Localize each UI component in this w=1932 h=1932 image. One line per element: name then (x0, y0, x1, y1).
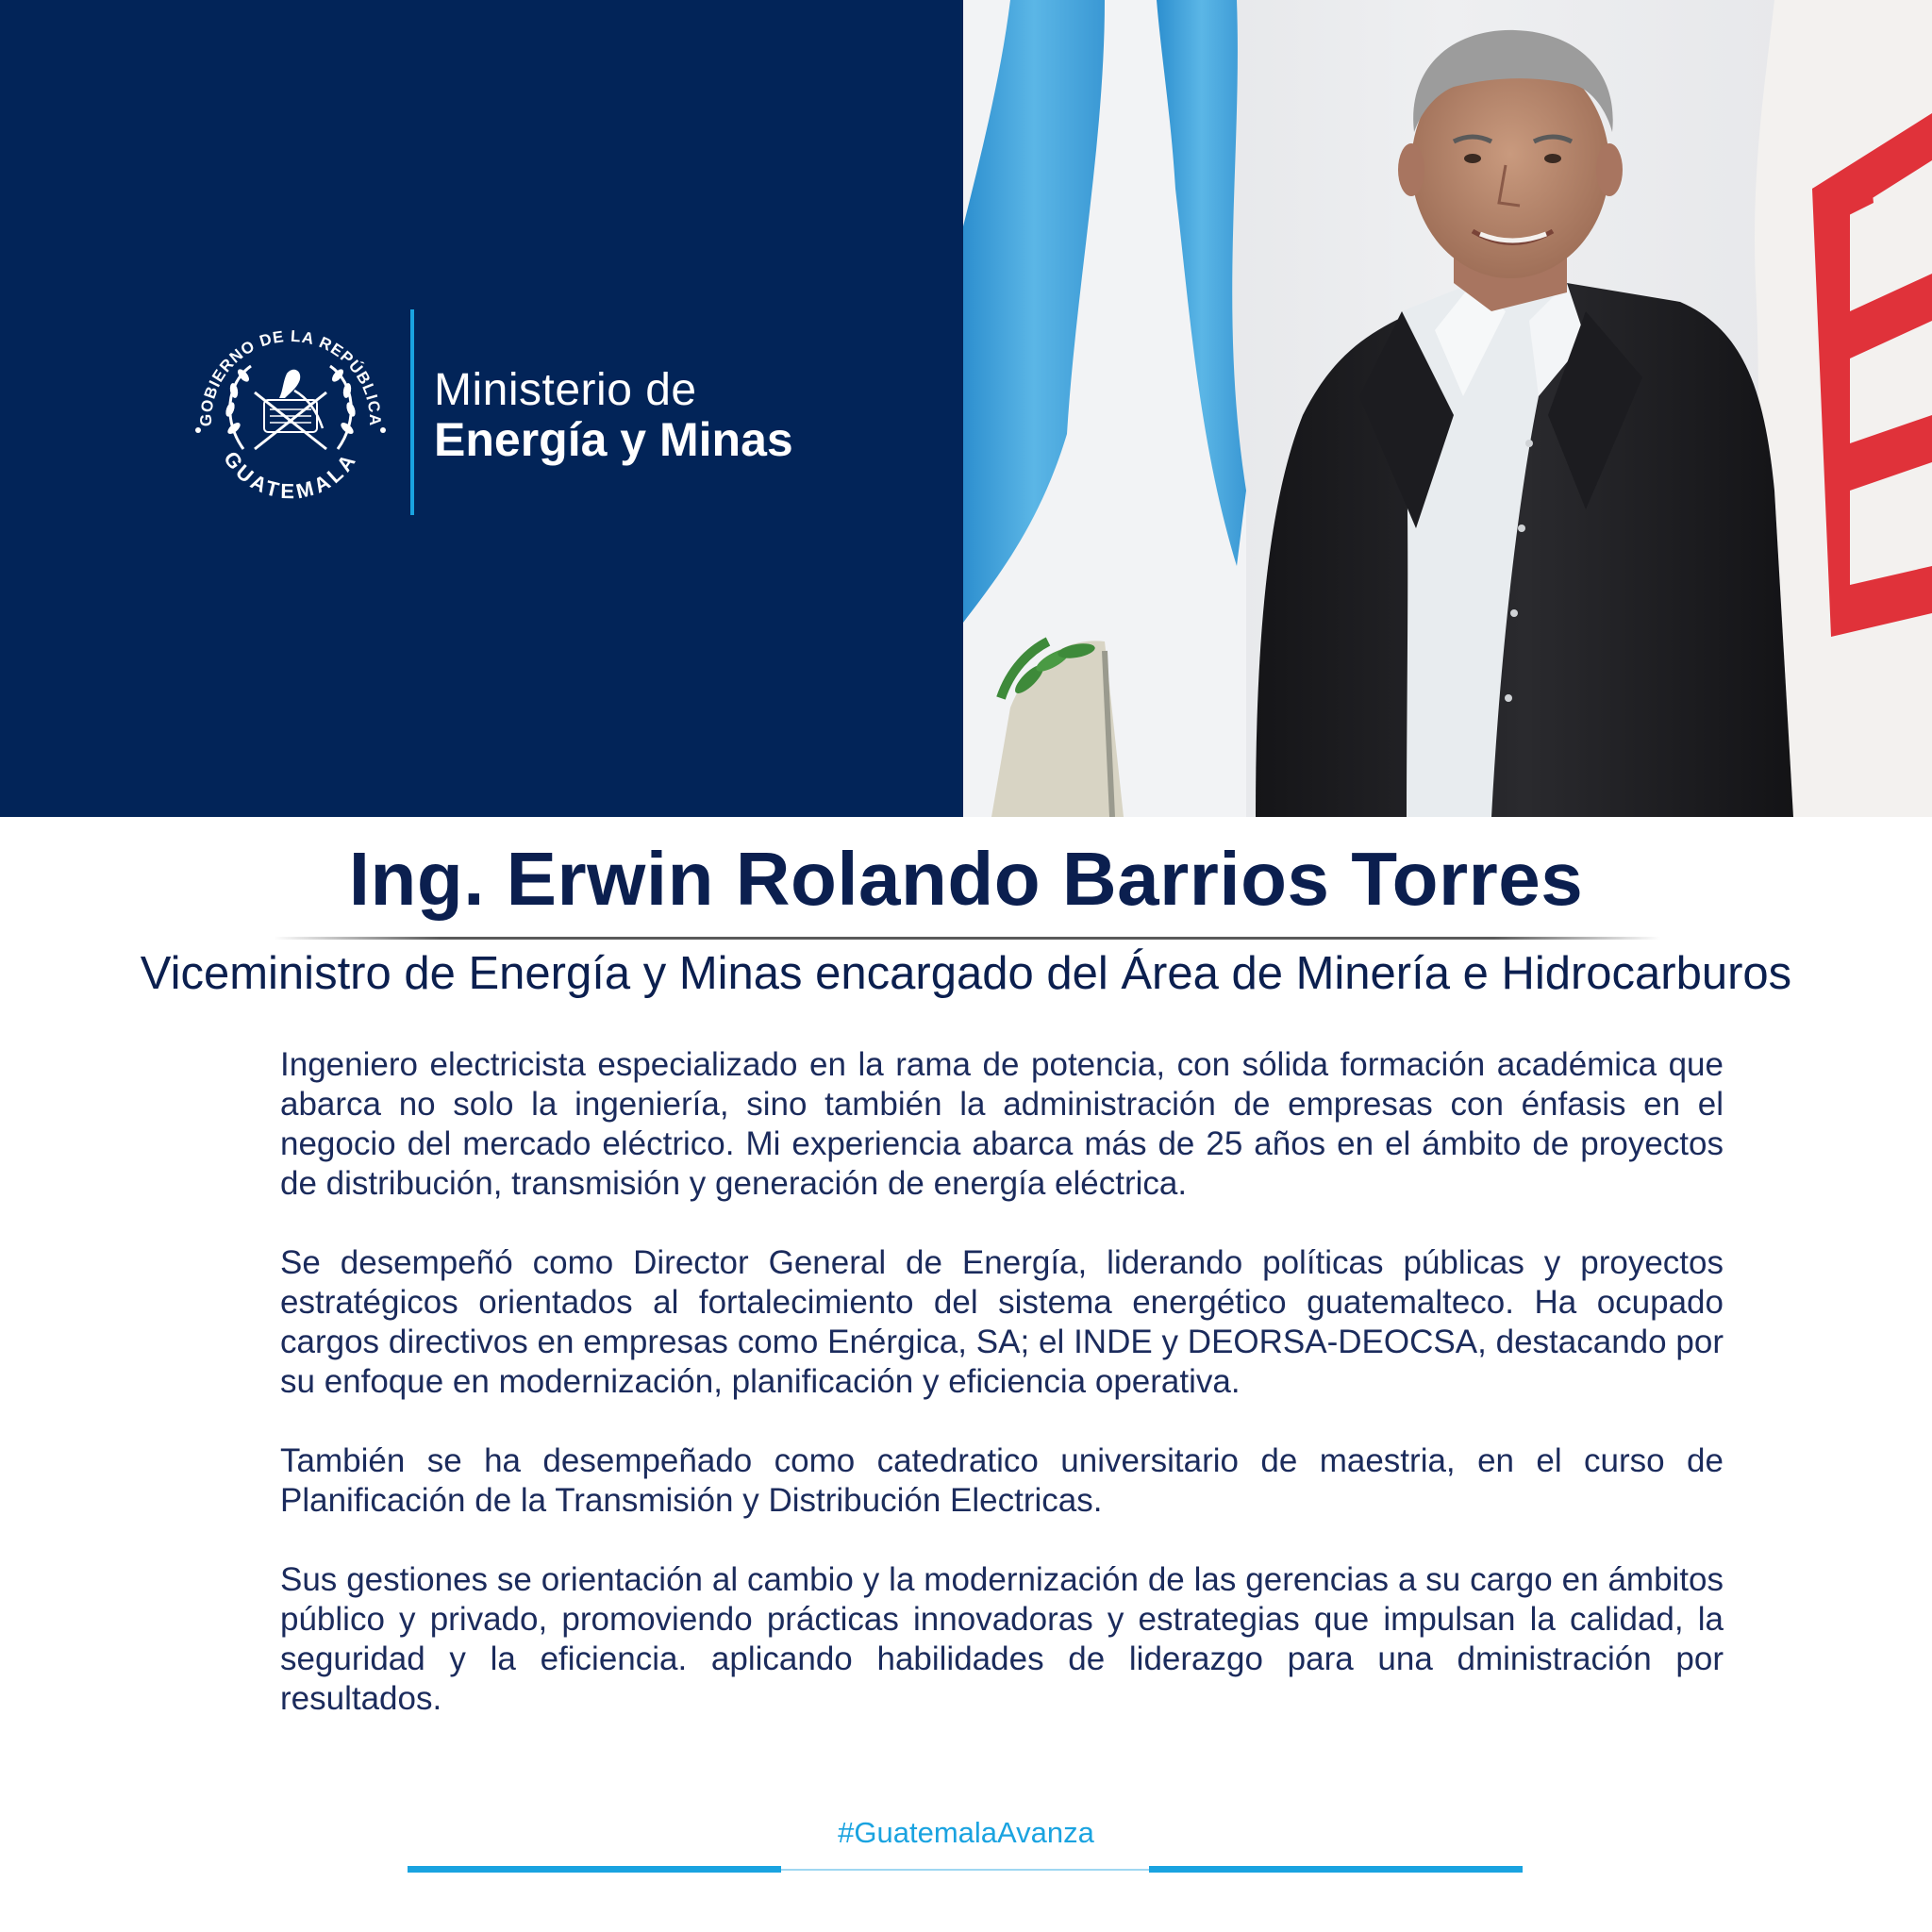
bio-paragraph: Se desempeñó como Director General de Energía, liderando políticas públicas y proyectos estratégicos orientados al fortalecimiento del sistema energético guatemalteco. Ha ocupado cargos directivos en empresas como Enérgica, SA; el INDE y DEORSA-DEOCSA, destacando por su enfoque en modernización, planificación y eficiencia operativa. (280, 1244, 1724, 1400)
bio-paragraph: Sus gestiones se orientación al cambio y la modernización de las gerencias a su cargo en ámbitos público y privado, promoviendo prácticas innovadoras y estrategias que impulsan la calidad, la seguridad y la eficiencia. aplicando habilidades de liderazgo para una dministración por resultados. (280, 1561, 1724, 1717)
seal-top-text: GOBIERNO DE LA REPÚBLICA (196, 326, 385, 427)
ministry-name-line1: Ministerio de (434, 365, 697, 415)
brand-panel (0, 0, 963, 817)
header-banner (0, 0, 1932, 817)
name-underline (274, 937, 1660, 940)
guatemala-seal-icon (185, 308, 396, 519)
logo-divider (410, 309, 414, 515)
bio-paragraph: Ingeniero electricista especializado en la rama de potencia, con sólida formación académica que abarca no solo la ingeniería, sino también la administración de empresas con énfasis en el negocio del mercado eléctrico. Mi experiencia abarca más de 25 años en el ámbito de proyectos de distribución, transmisión y generación de energía eléctrica. (280, 1046, 1724, 1202)
person-role: Viceministro de Energía y Minas encargado del Área de Minería e Hidrocarburos (140, 948, 1792, 999)
footer-bar-right (1149, 1866, 1523, 1873)
person-name: Ing. Erwin Rolando Barrios Torres (348, 837, 1584, 921)
svg-text:GUATEMALA (219, 447, 362, 504)
hashtag: #GuatemalaAvanza (838, 1816, 1094, 1849)
footer-bar-center (781, 1869, 1149, 1871)
footer-bar-left (408, 1866, 781, 1873)
bio-paragraph: También se ha desempeñado como catedratico universitario de maestria, en el curso de Planificación de la Transmisión y Distribución Electricas. (280, 1442, 1724, 1519)
biography (280, 1045, 1724, 1758)
seal-bottom-text: GUATEMALA (219, 446, 362, 504)
ministry-name-line2: Energía y Minas (434, 413, 793, 466)
portrait-photo (963, 0, 1932, 817)
portrait-illustration (963, 0, 1932, 817)
